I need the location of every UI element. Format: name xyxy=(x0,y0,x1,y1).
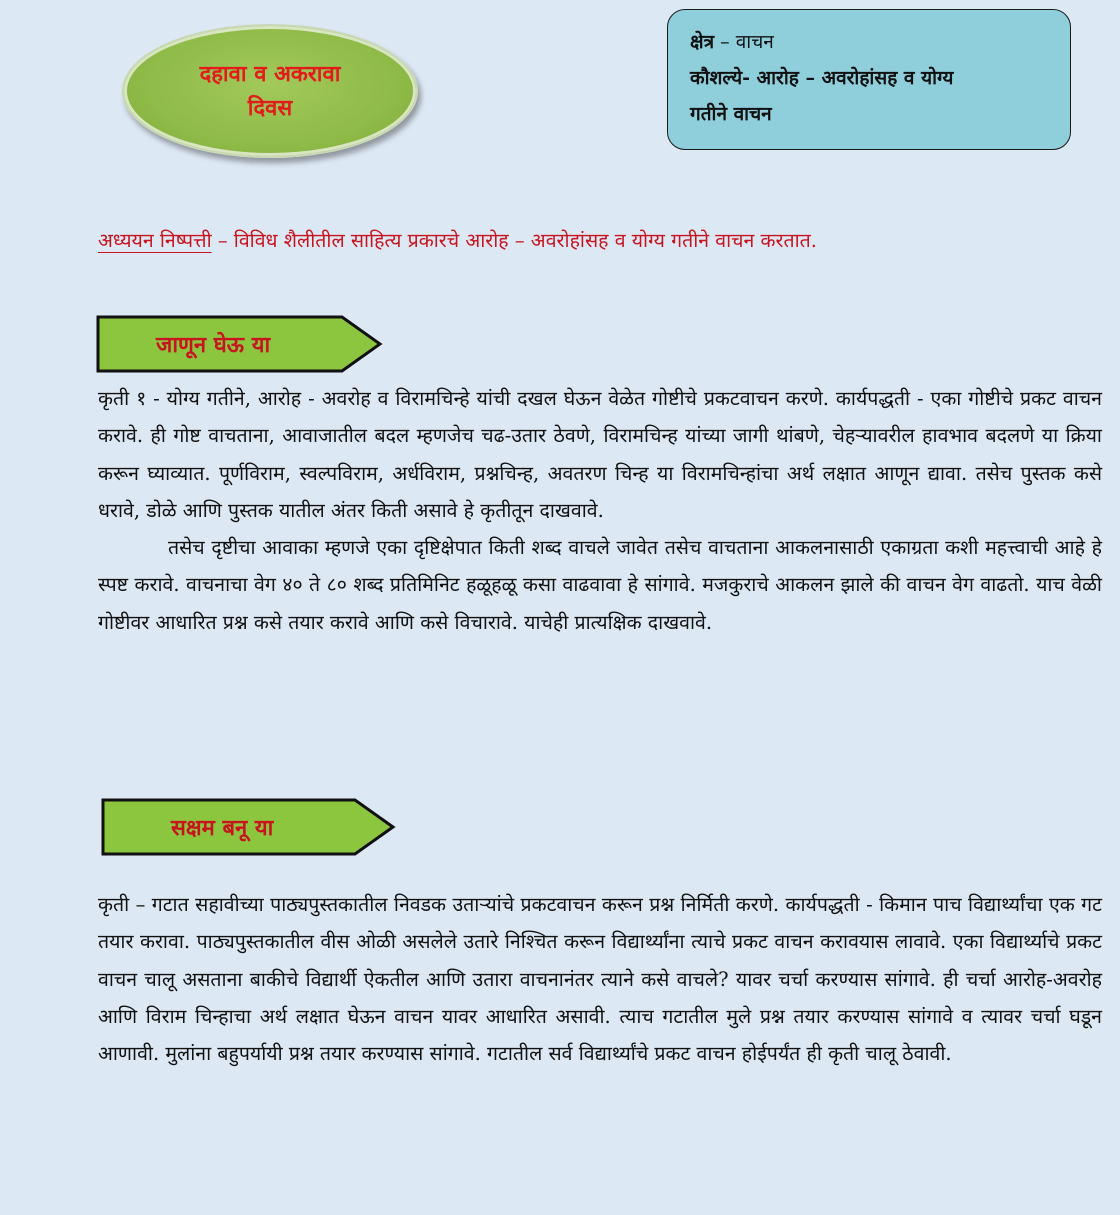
section2-body xyxy=(98,886,1102,1072)
domain-line xyxy=(690,24,1052,60)
learning-outcome-label: अध्ययन निष्पत्ती xyxy=(98,229,212,252)
section2-paragraph-1: कृती – गटात सहावीच्या पाठ्यपुस्तकातील निवडक उताऱ्यांचे प्रकटवाचन करून प्रश्न निर्मिती करणे. कार्यपद्धती - किमान पाच विद्यार्थ्यांचा एक गट तयार करावा. पाठ्यपुस्तकातील वीस ओळी असलेले उतारे निश्चित करून विद्यार्थ्यांना त्याचे प्रकट वाचन करावयास लावावे. एका विद्यार्थ्याचे प्रकट वाचन चालू असताना बाकीचे विद्यार्थी ऐकतील आणि उतारा वाचनानंतर त्याने कसे वाचले? यावर चर्चा करण्यास सांगावे. ही चर्चा आरोह-अवरोह आणि विराम चिन्हाचा अर्थ लक्षात घेऊन वाचन यावर आधारित असावी. त्याच गटातील मुले प्रश्न तयार करण्यास सांगावे व त्यावर चर्चा घडून आणावी. मुलांना बहुपर्यायी प्रश्न तयार करण्यास सांगावे. गटातील सर्व विद्यार्थ्यांचे प्रकट वाचन होईपर्यंत ही कृती चालू ठेवावी. xyxy=(98,893,1102,1066)
section1-banner xyxy=(96,315,386,373)
domain-skill-box xyxy=(667,9,1071,150)
day-badge xyxy=(122,24,418,158)
section1-body xyxy=(98,380,1102,641)
learning-outcome xyxy=(98,226,817,253)
section1-banner-label: जाणून घेऊ या xyxy=(156,332,271,358)
day-badge-line1: दहावा व अकरावा xyxy=(199,61,341,87)
day-badge-line2: दिवस xyxy=(247,95,293,121)
domain-value: – वाचन xyxy=(714,31,774,53)
skill-line-1: कौशल्ये- आरोह – अवरोहांसह व योग्य xyxy=(690,67,954,89)
section2-banner-label: सक्षम बनू या xyxy=(171,815,274,841)
learning-outcome-text: – विविध शैलीतील साहित्य प्रकारचे आरोह – अवरोहांसह व योग्य गतीने वाचन करतात. xyxy=(211,229,817,252)
section1-paragraph-2: तसेच दृष्टीचा आवाका म्हणजे एका दृष्टिक्षेपात किती शब्द वाचले जावेत तसेच वाचताना आकलनासाठी एकाग्रता कशी महत्त्वाची आहे हे स्पष्ट करावे. वाचनाचा वेग ४० ते ८० शब्द प्रतिमिनिट हळूहळू कसा वाढवावा हे सांगावे. मजकुराचे आकलन झाले की वाचन वेग वाढतो. याच वेळी गोष्टीवर आधारित प्रश्न कसे तयार करावे आणि कसे विचारावे. याचेही प्रात्यक्षिक दाखवावे. xyxy=(98,536,1102,634)
section2-banner xyxy=(101,798,399,856)
skill-line-2: गतीने वाचन xyxy=(690,103,772,125)
section1-paragraph-1: कृती १ - योग्य गतीने, आरोह - अवरोह व विरामचिन्हे यांची दखल घेऊन वेळेत गोष्टीचे प्रकटवाचन करणे. कार्यपद्धती - एका गोष्टीचे प्रकट वाचन करावे. ही गोष्ट वाचताना, आवाजातील बदल म्हणजेच चढ-उतार ठेवणे, विरामचिन्ह यांच्या जागी थांबणे, चेहऱ्यावरील हावभाव बदलणे या क्रिया करून घ्याव्यात. पूर्णविराम, स्वल्पविराम, अर्धविराम, प्रश्नचिन्ह, अवतरण चिन्ह या विरामचिन्हांचा अर्थ लक्षात आणून द्यावा. तसेच पुस्तक कसे धरावे, डोळे आणि पुस्तक यातील अंतर किती असावे हे कृतीतून दाखवावे. xyxy=(98,387,1102,522)
domain-label: क्षेत्र xyxy=(690,31,715,53)
